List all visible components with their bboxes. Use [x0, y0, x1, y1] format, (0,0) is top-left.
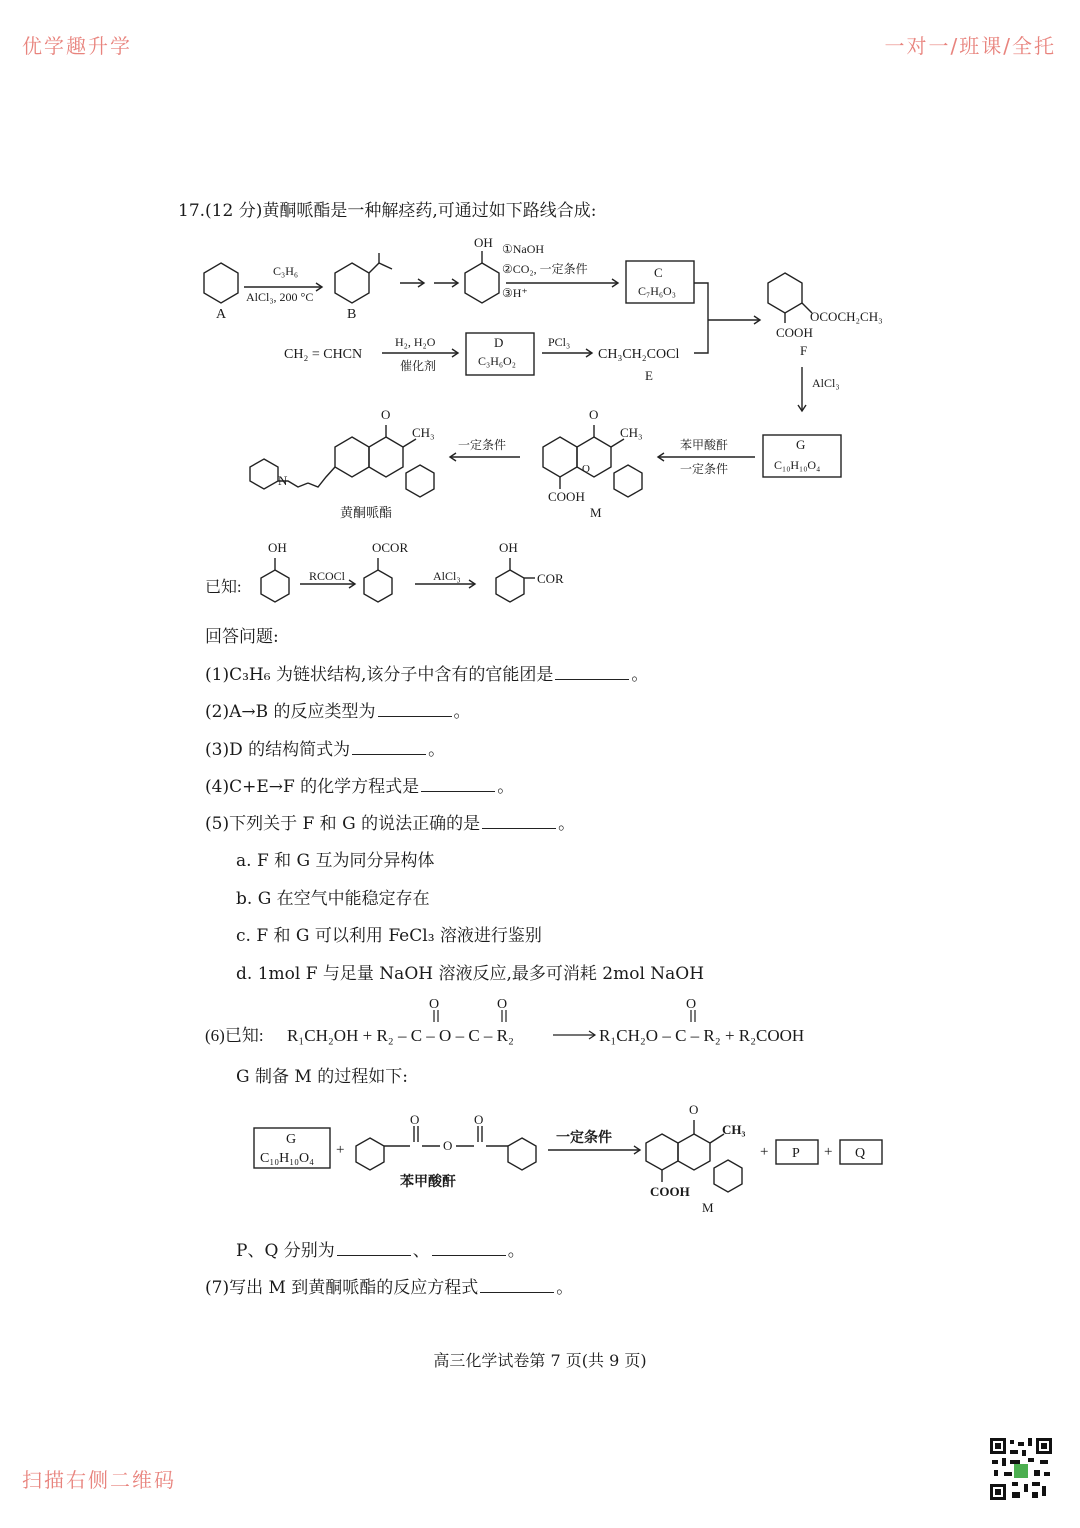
- phenol-oh: OH: [474, 235, 493, 250]
- r2-3: ③H⁺: [502, 286, 528, 300]
- q2-blank[interactable]: [378, 702, 452, 717]
- option-a: a. F 和 G 互为同分异构体: [236, 851, 435, 871]
- q1-blank[interactable]: [555, 665, 629, 680]
- q6-G-label: G: [286, 1132, 297, 1147]
- synthesis-scheme: [180, 225, 920, 525]
- M-o: O: [589, 407, 599, 422]
- q6-M-ch3: CH₃: [722, 1122, 746, 1137]
- M-ch3: CH₃: [620, 425, 643, 440]
- F-sub: OCOCH₂CH₃: [810, 309, 883, 324]
- M-cooh: COOH: [548, 489, 585, 504]
- q6-eq-left: R₁CH₂OH + R₂ – C – O – C – R₂: [287, 1026, 514, 1045]
- q6-cond: 一定条件: [556, 1131, 612, 1146]
- F-label: F: [800, 343, 808, 358]
- q6-line2: G 制备 M 的过程如下:: [236, 1067, 408, 1087]
- C-formula: C₇H₆O₃: [638, 284, 676, 298]
- svg-text:O: O: [689, 1102, 699, 1117]
- option-b: b. G 在空气中能稳定存在: [236, 889, 430, 909]
- known-ocor: OCOR: [372, 540, 409, 555]
- q6-scheme: [250, 1098, 890, 1222]
- watermark-bottom-left: 扫描右侧二维码: [22, 1468, 176, 1492]
- final-label: 黄酮哌酯: [340, 505, 393, 520]
- svg-text:O: O: [429, 997, 440, 1012]
- known-cor: COR: [537, 571, 564, 586]
- r3-top: H₂, H₂O: [395, 335, 436, 349]
- q4: (4)C+E→F 的化学方程式是 。: [205, 777, 515, 797]
- benzene-B: [335, 263, 369, 303]
- q6-anhydride: 苯甲酸酐: [400, 1175, 456, 1190]
- E-label: E: [645, 368, 653, 383]
- q6-q-blank[interactable]: [432, 1241, 506, 1256]
- known-label: 已知:: [205, 579, 242, 596]
- final-phenyl: [406, 465, 434, 497]
- q7: (7)写出 M 到黄酮哌酯的反应方程式 。: [205, 1278, 574, 1298]
- benzene-A: [204, 263, 238, 303]
- D-label: D: [494, 335, 504, 350]
- q4-blank[interactable]: [421, 777, 495, 792]
- q6-equation: [205, 996, 845, 1050]
- watermark-top-left: 优学趣升学: [22, 34, 132, 58]
- q3: (3)D 的结构简式为 。: [205, 740, 446, 760]
- q1: (1)C₃H₆ 为链状结构,该分子中含有的官能团是 。: [205, 665, 649, 685]
- C-label: C: [654, 265, 663, 280]
- svg-text:+: +: [336, 1142, 345, 1158]
- known-r1: RCOCl: [309, 569, 346, 583]
- E-formula: CH₃CH₂COCl: [598, 347, 680, 362]
- page-footer: 高三化学试卷第 7 页(共 9 页): [433, 1351, 647, 1370]
- svg-text:+: +: [760, 1144, 769, 1160]
- G-label: G: [796, 437, 806, 452]
- known-oh2: OH: [499, 540, 518, 555]
- r2-1: ①NaOH: [502, 242, 545, 256]
- svg-text:O: O: [443, 1138, 453, 1153]
- acrylo: CH₂ = CHCN: [284, 347, 363, 362]
- known-r2: AlCl₃: [433, 569, 461, 583]
- final-o: O: [381, 407, 391, 422]
- r3-bottom: 催化剂: [400, 359, 437, 373]
- r4-top: PCl₃: [548, 335, 571, 349]
- r2-2: ②CO₂, 一定条件: [502, 262, 588, 276]
- M-ring-a: [543, 437, 577, 477]
- label-A: A: [216, 307, 227, 322]
- final-ch3: CH₃: [412, 425, 435, 440]
- option-c: c. F 和 G 可以利用 FeCl₃ 溶液进行鉴别: [236, 926, 542, 946]
- svg-text:O: O: [474, 1112, 484, 1127]
- q6-P: P: [792, 1146, 800, 1161]
- q5-blank[interactable]: [482, 814, 556, 829]
- q6-eq-right: R₁CH₂O – C – R₂ + R₂COOH: [599, 1026, 805, 1045]
- svg-text:+: +: [824, 1144, 833, 1160]
- svg-text:O: O: [497, 997, 508, 1012]
- phenol-ring: [465, 263, 499, 303]
- r6-bottom: 一定条件: [680, 462, 729, 476]
- svg-text:O: O: [686, 997, 697, 1012]
- M-label: M: [590, 505, 602, 520]
- q6-prefix: (6)已知:: [205, 1026, 264, 1045]
- D-formula: C₃H₆O₂: [478, 354, 516, 368]
- benzene-F: [768, 273, 802, 313]
- M-ring-o: O: [582, 463, 590, 475]
- qr-code-icon[interactable]: [988, 1436, 1054, 1502]
- q5: (5)下列关于 F 和 G 的说法正确的是 。: [205, 814, 576, 834]
- q6-M-label: M: [702, 1200, 714, 1215]
- M-phenyl: [614, 465, 642, 497]
- known-oh: OH: [268, 540, 287, 555]
- svg-text:O: O: [410, 1112, 420, 1127]
- r5: AlCl₃: [812, 376, 840, 390]
- known-reaction: [205, 536, 605, 612]
- answer-intro: 回答问题:: [205, 627, 279, 647]
- piperidine: [250, 459, 278, 489]
- piperidine-n: N: [278, 473, 288, 488]
- watermark-top-right: 一对一/班课/全托: [884, 34, 1056, 58]
- r1-bottom: AlCl₃, 200 °C: [246, 290, 314, 304]
- q2: (2)A→B 的反应类型为 。: [205, 702, 471, 722]
- label-B: B: [347, 307, 357, 322]
- q6-G-formula: C₁₀H₁₀O₄: [260, 1151, 314, 1166]
- final-ring-b: [369, 437, 403, 477]
- q6-pq: P、Q 分别为 、 。: [236, 1241, 525, 1261]
- q7-blank[interactable]: [480, 1278, 554, 1293]
- q6-Q: Q: [855, 1146, 866, 1161]
- question-header: 17.(12 分)黄酮哌酯是一种解痉药,可通过如下路线合成:: [178, 201, 597, 221]
- final-ring-a: [335, 437, 369, 477]
- q6-p-blank[interactable]: [337, 1241, 411, 1256]
- option-d: d. 1mol F 与足量 NaOH 溶液反应,最多可消耗 2mol NaOH: [236, 964, 705, 984]
- q3-blank[interactable]: [352, 740, 426, 755]
- r6-top: 苯甲酸酐: [680, 438, 729, 452]
- G-formula: C₁₀H₁₀O₄: [774, 458, 821, 472]
- q6-M-cooh: COOH: [650, 1184, 690, 1199]
- F-cooh: COOH: [776, 325, 813, 340]
- r1-top: C₃H₆: [273, 264, 299, 278]
- r7-top: 一定条件: [458, 438, 507, 452]
